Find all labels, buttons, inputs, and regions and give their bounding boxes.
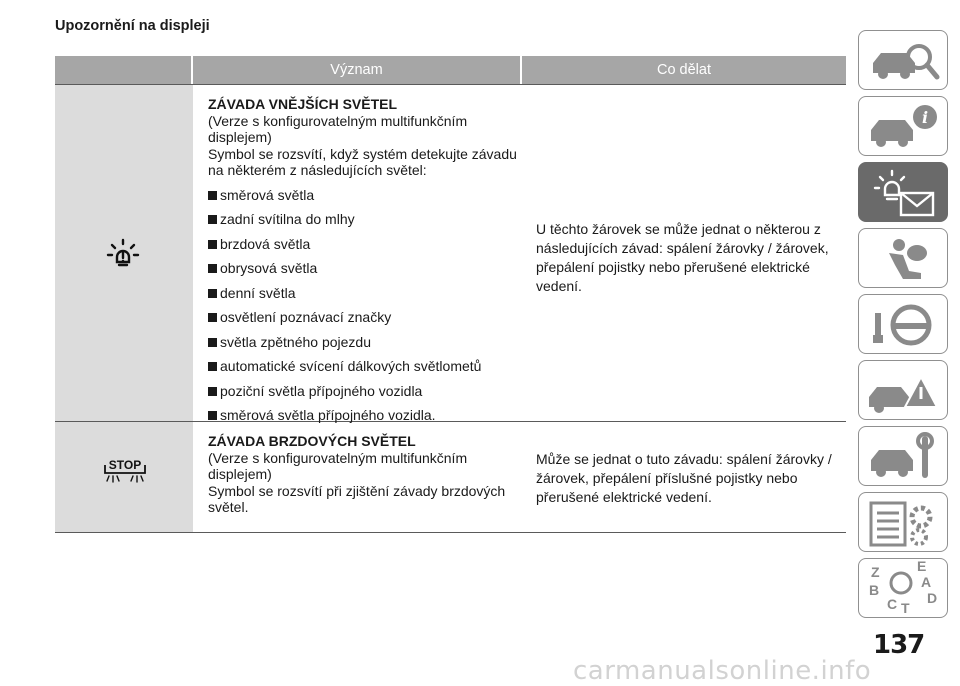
table-header <box>55 56 846 85</box>
stop-label: STOP <box>108 458 142 472</box>
desc-line: Symbol se rozsvítí, když systém detekujte závadu <box>208 145 517 162</box>
tab-car-info[interactable] <box>858 96 948 156</box>
page-number: 137 <box>873 630 925 660</box>
list-item: osvětlení poznávací značky <box>208 309 521 326</box>
tab-starting-driving[interactable] <box>858 294 948 354</box>
list-item: obrysová světla <box>208 260 521 277</box>
row-title: ZÁVADA VNĚJŠÍCH SVĚTEL <box>208 96 398 112</box>
bullet-box-icon <box>208 264 217 273</box>
action-line: přepálení pojistky nebo přerušené elektrické <box>536 259 810 275</box>
header-action: Co dělat <box>656 62 711 78</box>
car-info-icon <box>859 97 949 157</box>
tab-technical-data[interactable] <box>858 492 948 552</box>
desc-line: Symbol se rozsvítí při zjištění závady brzdových <box>208 482 506 499</box>
symbol-cell <box>55 85 193 421</box>
list-item: denní světla <box>208 285 521 302</box>
action-line: přerušené elektrické vedení. <box>536 489 712 505</box>
bullet-box-icon <box>208 240 217 249</box>
alphabetical-index-icon <box>859 559 949 619</box>
action-line: vedení. <box>536 278 582 294</box>
desc-line: displejem) <box>208 129 272 145</box>
list-item: zadní svítilna do mlhy <box>208 211 521 228</box>
exterior-lights-failure-icon <box>103 235 143 275</box>
section-title: Upozornění na displeji <box>55 18 210 34</box>
bullet-box-icon <box>208 362 217 371</box>
desc-line: (Verze s konfigurovatelným multifunkčním <box>208 449 468 466</box>
list-item: automatické svícení dálkových světlometů <box>208 358 521 375</box>
table-row <box>55 422 846 533</box>
bullet-box-icon <box>208 411 217 420</box>
list-item: světla zpětného pojezdu <box>208 334 521 351</box>
steering-wheel-icon <box>859 295 949 355</box>
action-line: Může se jednat o tuto závadu: spálení žárovky / <box>536 451 832 467</box>
list-item: směrová světla <box>208 187 521 204</box>
tab-maintenance[interactable] <box>858 426 948 486</box>
bullet-box-icon <box>208 313 217 322</box>
action-line: žárovek, přepálení příslušné pojistky nebo <box>536 470 798 486</box>
airbag-seat-icon <box>859 229 949 289</box>
svg-text:B: B <box>869 582 880 598</box>
desc-line: světel. <box>208 499 249 515</box>
desc-line: displejem) <box>208 466 272 482</box>
row-title: ZÁVADA BRZDOVÝCH SVĚTEL <box>208 433 416 449</box>
car-service-wrench-icon <box>859 427 949 487</box>
bullet-box-icon <box>208 215 217 224</box>
car-warning-triangle-icon <box>859 361 949 421</box>
tab-index[interactable] <box>858 558 948 618</box>
table-row <box>55 85 846 422</box>
bullet-box-icon <box>208 289 217 298</box>
bullet-box-icon <box>208 338 217 347</box>
desc-line: na některém z následujících světel: <box>208 162 427 178</box>
svg-text:D: D <box>927 590 938 606</box>
tab-safety[interactable] <box>858 228 948 288</box>
symbol-cell <box>55 422 193 532</box>
action-line: U těchto žárovek se může jednat o některou z <box>536 221 821 237</box>
bullet-box-icon <box>208 387 217 396</box>
list-item: poziční světla přípojného vozidla <box>208 383 521 400</box>
bullet-box-icon <box>208 191 217 200</box>
svg-text:Z: Z <box>871 564 880 580</box>
svg-text:E: E <box>917 559 927 574</box>
svg-text:i: i <box>921 108 929 127</box>
list-item: brzdová světla <box>208 236 521 253</box>
warnings-table <box>55 56 846 533</box>
watermark: carmanualsonline.info <box>573 656 872 686</box>
brake-lights-failure-icon <box>99 456 151 486</box>
list-item: směrová světla přípojného vozidla. <box>208 407 521 424</box>
action-line: následujících závad: spálení žárovky / žárovek, <box>536 240 829 256</box>
header-meaning: Význam <box>330 62 383 78</box>
tab-car-search[interactable] <box>858 30 948 90</box>
svg-text:A: A <box>921 574 932 590</box>
tab-emergency[interactable] <box>858 360 948 420</box>
technical-data-gears-icon <box>859 493 949 553</box>
car-search-icon <box>859 31 949 91</box>
warning-light-message-icon <box>859 163 949 223</box>
desc-line: (Verze s konfigurovatelným multifunkčním <box>208 112 468 129</box>
svg-text:C: C <box>887 596 898 612</box>
svg-text:T: T <box>901 600 910 616</box>
tab-warning-lights[interactable] <box>858 162 948 222</box>
